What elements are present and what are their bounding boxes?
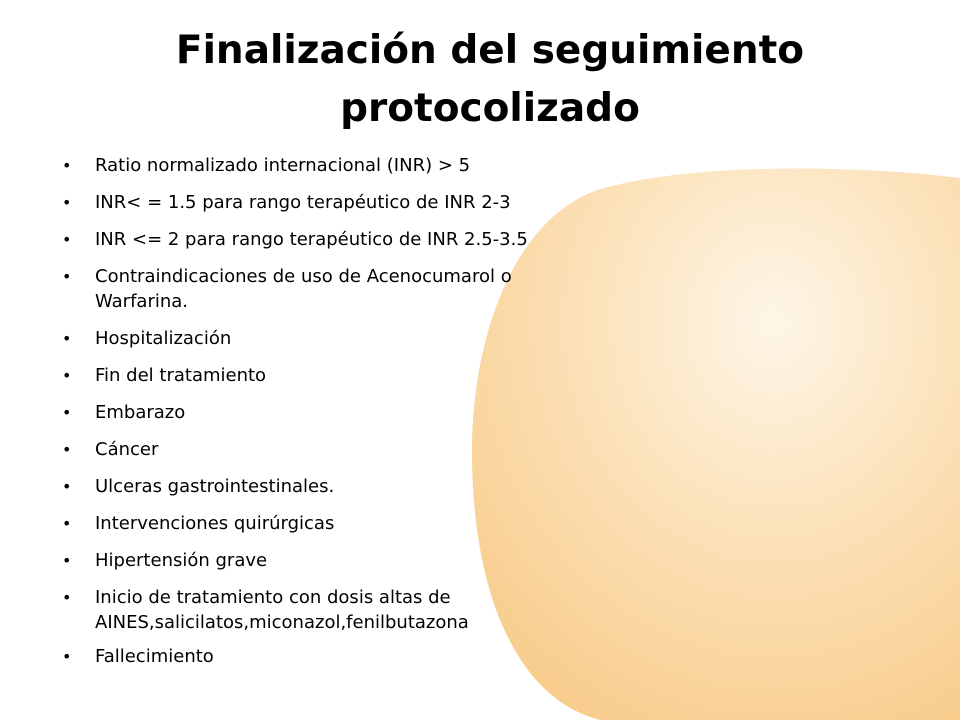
bullet-text: INR <= 2 para rango terapéutico de INR 2.5-3.5 xyxy=(95,229,528,250)
bullet-icon: • xyxy=(62,551,72,570)
bullet-icon: • xyxy=(62,156,72,175)
list-item xyxy=(62,400,582,425)
bullet-icon: • xyxy=(62,329,72,348)
bullet-text: Hipertensión grave xyxy=(95,550,268,571)
bullet-list xyxy=(62,153,582,681)
bullet-icon: • xyxy=(62,514,72,533)
bullet-text: Inicio de tratamiento con dosis altas de AINES,salicilatos,miconazol,fenilbutazona xyxy=(95,587,469,633)
bullet-text: Contraindicaciones de uso de Acenocumarol o Warfarina. xyxy=(95,266,512,312)
list-item xyxy=(62,227,582,252)
bullet-icon: • xyxy=(62,477,72,496)
list-item xyxy=(62,190,582,215)
bullet-text: Ratio normalizado internacional (INR) > 5 xyxy=(95,155,471,176)
list-item xyxy=(62,153,582,178)
list-item xyxy=(62,264,582,314)
list-item xyxy=(62,644,582,669)
list-item xyxy=(62,548,582,573)
list-item xyxy=(62,585,582,635)
list-item xyxy=(62,511,582,536)
list-item xyxy=(62,474,582,499)
bullet-icon: • xyxy=(62,403,72,422)
list-item xyxy=(62,437,582,462)
list-item xyxy=(62,363,582,388)
bullet-text: Ulceras gastrointestinales. xyxy=(95,476,335,497)
bullet-text: Cáncer xyxy=(95,439,159,460)
bullet-icon: • xyxy=(62,440,72,459)
bullet-text: Fin del tratamiento xyxy=(95,365,267,386)
bullet-icon: • xyxy=(62,588,72,607)
bullet-icon: • xyxy=(62,230,72,249)
bullet-icon: • xyxy=(62,366,72,385)
bullet-text: Intervenciones quirúrgicas xyxy=(95,513,335,534)
title-line-2: protocolizado xyxy=(340,86,640,131)
list-item xyxy=(62,326,582,351)
bullet-text: Hospitalización xyxy=(95,328,232,349)
bullet-text: Embarazo xyxy=(95,402,186,423)
bullet-icon: • xyxy=(62,267,72,286)
bullet-text: INR< = 1.5 para rango terapéutico de INR 2-3 xyxy=(95,192,511,213)
bullet-icon: • xyxy=(62,193,72,212)
bullet-text: Fallecimiento xyxy=(95,646,214,667)
title-line-1: Finalización del seguimiento xyxy=(175,28,805,73)
slide-title xyxy=(80,22,900,138)
bullet-icon: • xyxy=(62,647,72,666)
